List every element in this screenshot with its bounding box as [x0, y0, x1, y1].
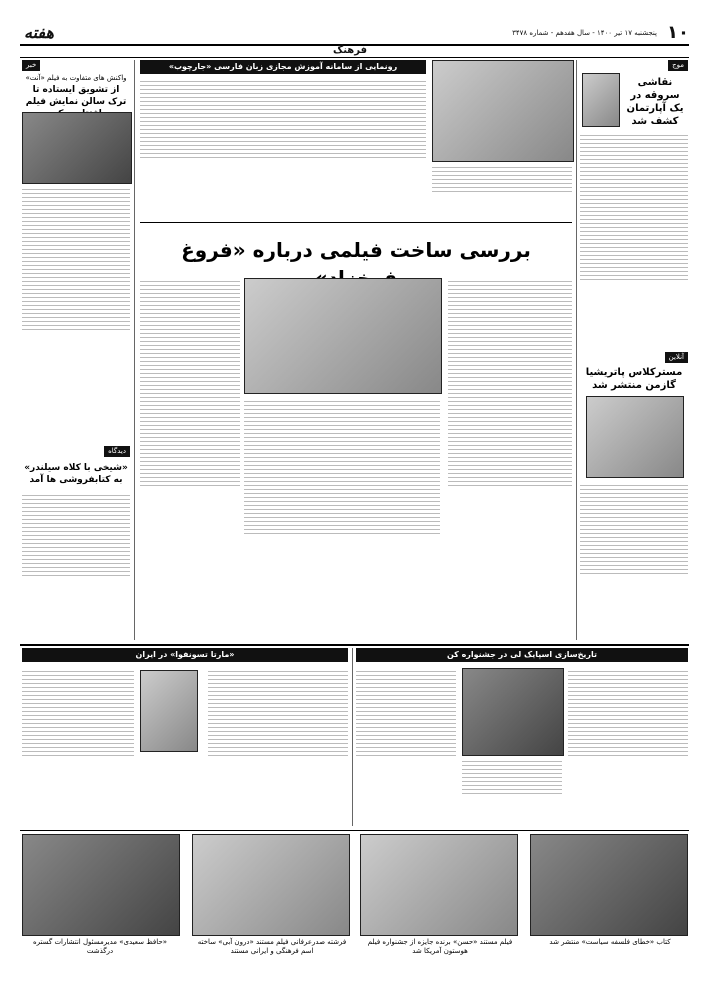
main-story [140, 226, 572, 640]
section-title: فرهنگ [332, 45, 368, 56]
strip-caption-1: کتاب «خطای فلسفه سیاست» منتشر شد [549, 938, 671, 946]
cannes-photo [22, 112, 132, 184]
center-top-headline: رونمایی از سامانه آموزش مجازی زبان فارسی «جارچوب» [140, 60, 426, 74]
logo: هفته [24, 23, 54, 42]
strip-caption-3: فرشته صدرعرفانی فیلم مستند «درون آبی» ساخته اسم فرهنگی و ایرانی مستند [197, 938, 347, 955]
right-second-label: آنلاین [665, 352, 688, 363]
left-column [22, 60, 130, 640]
main-headline: بررسی ساخت فیلمی درباره «فروغ [181, 238, 531, 262]
center-top [140, 60, 572, 220]
right-label: موج [668, 60, 688, 71]
strip-photo-4 [22, 834, 180, 936]
strip-photo-2 [360, 834, 518, 936]
page-number: ۱۰ [667, 22, 689, 43]
left-second-label: دیدگاه [104, 446, 130, 457]
strip-photo-1 [530, 834, 688, 936]
left-headline: از تشویق ایستاده تا ترک سالن نمایش فیلم [25, 85, 127, 107]
left-label: خبر [22, 60, 40, 71]
right-column [580, 60, 688, 640]
bottom-left-story [22, 648, 348, 826]
spike-lee-photo [462, 668, 564, 756]
bottom-right-headline: تاریخ‌سازی اسپایک لی در جشنواره کن [356, 648, 688, 662]
right-headline: نقاشی سروقه در یک آپارتمان کشف شد [626, 77, 684, 127]
right-second-headline: مسترکلاس پاتریشیا گازمن منتشر شد [585, 367, 683, 391]
panel-photo [244, 278, 442, 394]
masthead [20, 22, 689, 44]
portrait-photo [586, 396, 684, 478]
strip-photo-3 [192, 834, 350, 936]
ceremony-photo [432, 60, 574, 162]
strip-caption-4: «حافظ سعیدی» مدیرمسئول انتشارات گستره درگذشت [33, 938, 167, 955]
bottom-right-story [356, 648, 688, 826]
bottom-left-headline: «مارتا تسونفوا» در ایران [22, 648, 348, 662]
book-cover-photo [140, 670, 198, 752]
painting-photo [582, 73, 620, 127]
date-line: پنجشنبه ۱۷ تیر ۱۴۰۰ - سال هفدهم - شماره ۳۴۷۸ [512, 29, 657, 37]
left-kicker: واکنش های متفاوت به فیلم «آنت» [25, 74, 127, 82]
bottom-strip [22, 834, 688, 964]
strip-caption-2: فیلم مستند «حسن» برنده جایزه از جشنواره فیلم هوستون آمریکا شد [367, 938, 513, 955]
left-second-headline: «شیخی با کلاه سیلندر» به کتابفروشی ها آمد [24, 463, 128, 485]
